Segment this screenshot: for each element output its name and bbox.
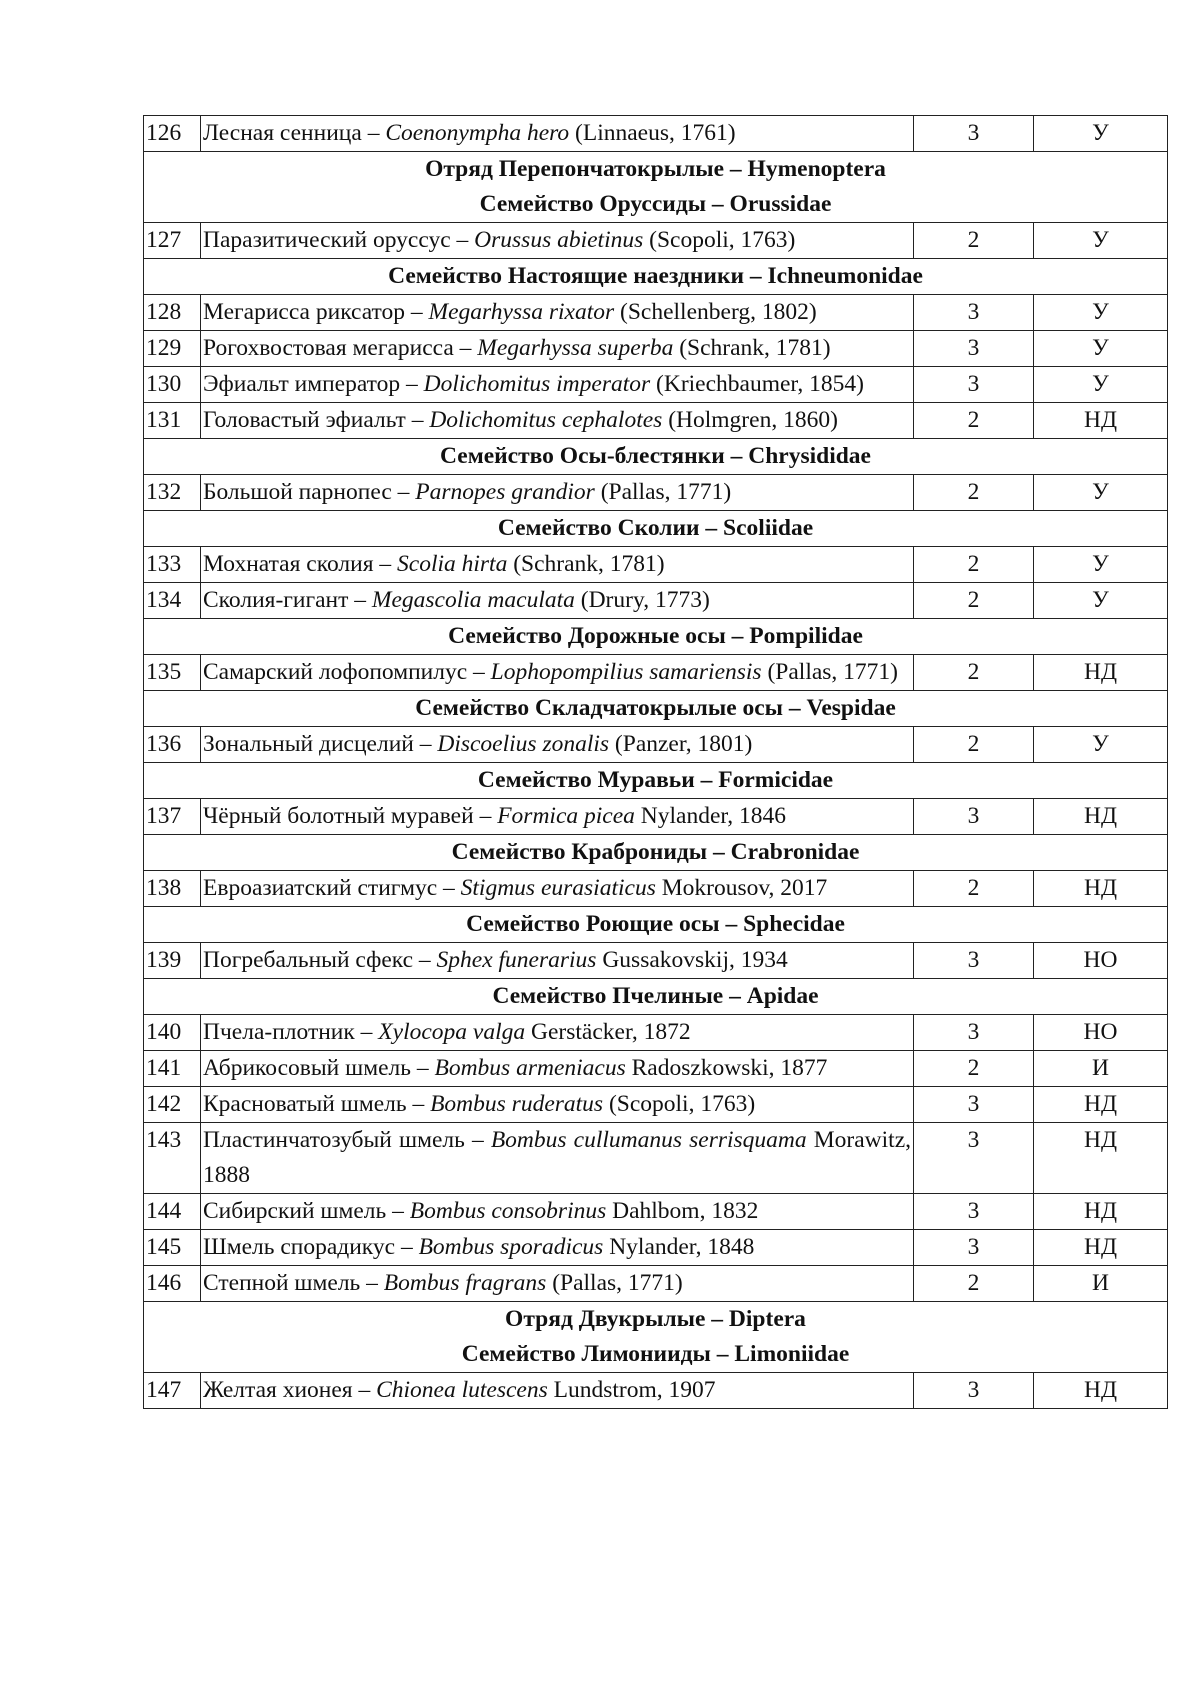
species-russian-name: Лесная сенница (203, 120, 362, 146)
rarity-category: 3 (914, 116, 1034, 152)
status-code: НД (1034, 403, 1168, 439)
species-name: Степной шмель – Bombus fragrans (Pallas, 1771) (201, 1266, 914, 1302)
species-latin-name: Stigmus eurasiaticus (460, 875, 656, 901)
species-latin-name: Orussus abietinus (474, 227, 644, 253)
document-page (143, 115, 1167, 1409)
taxon-header (144, 511, 1168, 547)
species-name: Зональный дисцелий – Discoelius zonalis (Panzer, 1801) (201, 727, 914, 763)
species-russian-name: Желтая хионея (203, 1377, 353, 1403)
rarity-category: 2 (914, 1051, 1034, 1087)
species-table (143, 115, 1168, 1409)
rarity-category: 3 (914, 295, 1034, 331)
species-name: Мохнатая сколия – Scolia hirta (Schrank, 1781) (201, 547, 914, 583)
species-name: Абрикосовый шмель – Bombus armeniacus Radoszkowski, 1877 (201, 1051, 914, 1087)
species-name: Большой парнопес – Parnopes grandior (Pallas, 1771) (201, 475, 914, 511)
species-row (144, 223, 1168, 259)
species-name: Сколия-гигант – Megascolia maculata (Drury, 1773) (201, 583, 914, 619)
species-latin-name: Bombus fragrans (383, 1270, 547, 1296)
rarity-category: 2 (914, 475, 1034, 511)
taxon-header-line: Семейство Роющие осы – Sphecidae (466, 911, 845, 937)
taxon-header-row (144, 439, 1168, 475)
species-russian-name: Мохнатая сколия (203, 551, 374, 577)
species-latin-name: Coenonympha hero (385, 120, 570, 146)
species-number: 139 (144, 943, 201, 979)
species-name: Головастый эфиальт – Dolichomitus cephalotes (Holmgren, 1860) (201, 403, 914, 439)
taxon-header-line: Семейство Лимонииды – Limoniidae (461, 1341, 850, 1367)
species-latin-name: Lophopompilius samariensis (490, 659, 762, 685)
species-row (144, 1373, 1168, 1409)
taxon-header (144, 152, 1168, 223)
taxon-header (144, 619, 1168, 655)
rarity-category: 2 (914, 583, 1034, 619)
species-russian-name: Евроазиатский стигмус (203, 875, 438, 901)
species-latin-name: Bombus cullumanus serrisquama (490, 1127, 807, 1153)
taxon-header-line: Семейство Осы-блестянки – Chrysididae (440, 443, 871, 469)
status-code: И (1034, 1266, 1168, 1302)
species-row (144, 116, 1168, 152)
species-number: 129 (144, 331, 201, 367)
rarity-category: 3 (914, 1194, 1034, 1230)
species-russian-name: Мегарисса риксатор (203, 299, 406, 325)
species-latin-name: Bombus consobrinus (409, 1198, 607, 1224)
species-russian-name: Погребальный сфекс (203, 947, 414, 973)
species-number: 147 (144, 1373, 201, 1409)
species-row (144, 1230, 1168, 1266)
species-number: 138 (144, 871, 201, 907)
rarity-category: 3 (914, 1373, 1034, 1409)
species-number: 136 (144, 727, 201, 763)
taxon-header (144, 439, 1168, 475)
taxon-header-line: Семейство Сколии – Scoliidae (497, 515, 814, 541)
species-number: 131 (144, 403, 201, 439)
taxon-header-row (144, 979, 1168, 1015)
species-russian-name: Рогохвостовая мегарисса (203, 335, 454, 361)
species-name: Рогохвостовая мегарисса – Megarhyssa superba (Schrank, 1781) (201, 331, 914, 367)
species-name: Пластинчатозубый шмель – Bombus cullumanus serrisquama Morawitz, 1888 (201, 1123, 914, 1194)
species-number: 146 (144, 1266, 201, 1302)
species-latin-name: Megascolia maculata (371, 587, 575, 613)
species-latin-name: Megarhyssa superba (477, 335, 674, 361)
species-number: 135 (144, 655, 201, 691)
species-russian-name: Головастый эфиальт (203, 407, 406, 433)
species-russian-name: Эфиальт император (203, 371, 401, 397)
species-number: 140 (144, 1015, 201, 1051)
species-author: (Holmgren, 1860) (668, 407, 838, 433)
taxon-header (144, 691, 1168, 727)
species-author: Dahlbom, 1832 (612, 1198, 759, 1224)
species-row (144, 367, 1168, 403)
species-author: (Panzer, 1801) (614, 731, 753, 757)
species-latin-name: Bombus sporadicus (418, 1234, 604, 1260)
taxon-header-row (144, 763, 1168, 799)
species-row (144, 655, 1168, 691)
taxon-header (144, 763, 1168, 799)
species-author: (Schrank, 1781) (679, 335, 831, 361)
status-code: НД (1034, 799, 1168, 835)
status-code: НД (1034, 871, 1168, 907)
taxon-header-row (144, 259, 1168, 295)
taxon-header-row (144, 907, 1168, 943)
rarity-category: 3 (914, 943, 1034, 979)
taxon-header-line: Семейство Настоящие наездники – Ichneumonidae (388, 263, 923, 289)
species-author: (Linnaeus, 1761) (575, 120, 736, 146)
species-author: (Schrank, 1781) (513, 551, 665, 577)
species-number: 126 (144, 116, 201, 152)
rarity-category: 2 (914, 655, 1034, 691)
taxon-header-line: Отряд Перепончатокрылые – Hymenoptera (425, 156, 886, 182)
species-author: Radoszkowski, 1877 (631, 1055, 828, 1081)
status-code: НД (1034, 1194, 1168, 1230)
status-code: НО (1034, 943, 1168, 979)
species-latin-name: Formica picea (497, 803, 635, 829)
taxon-header (144, 259, 1168, 295)
rarity-category: 2 (914, 871, 1034, 907)
species-number: 130 (144, 367, 201, 403)
taxon-header-line: Отряд Двукрылые – Diptera (505, 1306, 806, 1332)
species-russian-name: Степной шмель (203, 1270, 361, 1296)
species-russian-name: Сибирский шмель (203, 1198, 387, 1224)
species-row (144, 1194, 1168, 1230)
rarity-category: 2 (914, 547, 1034, 583)
species-number: 137 (144, 799, 201, 835)
species-number: 134 (144, 583, 201, 619)
species-row (144, 1051, 1168, 1087)
species-number: 133 (144, 547, 201, 583)
taxon-header-line: Семейство Муравьи – Formicidae (477, 767, 834, 793)
status-code: НД (1034, 655, 1168, 691)
species-russian-name: Красноватый шмель (203, 1091, 407, 1117)
rarity-category: 3 (914, 799, 1034, 835)
species-russian-name: Большой парнопес (203, 479, 392, 505)
species-latin-name: Discoelius zonalis (437, 731, 610, 757)
taxon-header (144, 835, 1168, 871)
taxon-header-line: Семейство Дорожные осы – Pompilidae (448, 623, 863, 649)
status-code: НД (1034, 1087, 1168, 1123)
rarity-category: 3 (914, 1015, 1034, 1051)
species-author: Gussakovskij, 1934 (602, 947, 788, 973)
species-name: Мегарисса риксатор – Megarhyssa rixator (Schellenberg, 1802) (201, 295, 914, 331)
species-row (144, 943, 1168, 979)
rarity-category: 2 (914, 223, 1034, 259)
species-table-body (144, 116, 1168, 1409)
species-number: 132 (144, 475, 201, 511)
taxon-header (144, 907, 1168, 943)
rarity-category: 2 (914, 403, 1034, 439)
status-code: НД (1034, 1373, 1168, 1409)
species-number: 128 (144, 295, 201, 331)
species-row (144, 583, 1168, 619)
species-russian-name: Абрикосовый шмель (203, 1055, 411, 1081)
species-author: Lundstrom, 1907 (553, 1377, 716, 1403)
taxon-header-row (144, 1302, 1168, 1373)
species-russian-name: Пчела-плотник (203, 1019, 355, 1045)
species-russian-name: Сколия-гигант (203, 587, 349, 613)
species-row (144, 1087, 1168, 1123)
species-row (144, 1266, 1168, 1302)
species-author: Nylander, 1846 (640, 803, 787, 829)
status-code: У (1034, 547, 1168, 583)
species-row (144, 403, 1168, 439)
species-author: Mokrousov, 2017 (661, 875, 828, 901)
species-author: (Pallas, 1771) (767, 659, 899, 685)
rarity-category: 2 (914, 727, 1034, 763)
status-code: У (1034, 727, 1168, 763)
taxon-header-line: Семейство Пчелиные – Apidae (492, 983, 819, 1009)
species-author: Nylander, 1848 (609, 1234, 755, 1260)
rarity-category: 3 (914, 1087, 1034, 1123)
rarity-category: 3 (914, 331, 1034, 367)
species-number: 127 (144, 223, 201, 259)
species-row (144, 871, 1168, 907)
species-number: 141 (144, 1051, 201, 1087)
taxon-header (144, 1302, 1168, 1373)
taxon-header (144, 979, 1168, 1015)
species-russian-name: Зональный дисцелий (203, 731, 414, 757)
species-row (144, 547, 1168, 583)
species-name: Красноватый шмель – Bombus ruderatus (Scopoli, 1763) (201, 1087, 914, 1123)
species-russian-name: Самарский лофопомпилус (203, 659, 468, 685)
taxon-header-row (144, 619, 1168, 655)
status-code: У (1034, 116, 1168, 152)
status-code: У (1034, 331, 1168, 367)
status-code: У (1034, 367, 1168, 403)
species-number: 144 (144, 1194, 201, 1230)
species-russian-name: Паразитический оруссус (203, 227, 451, 253)
species-latin-name: Bombus armeniacus (434, 1055, 626, 1081)
status-code: НД (1034, 1123, 1168, 1194)
species-row (144, 799, 1168, 835)
status-code: НО (1034, 1015, 1168, 1051)
species-author: (Scopoli, 1763) (649, 227, 796, 253)
species-name: Лесная сенница – Coenonympha hero (Linnaeus, 1761) (201, 116, 914, 152)
species-author: (Kriechbaumer, 1854) (656, 371, 864, 397)
species-name: Евроазиатский стигмус – Stigmus eurasiaticus Mokrousov, 2017 (201, 871, 914, 907)
species-latin-name: Chionea lutescens (376, 1377, 548, 1403)
species-author: (Pallas, 1771) (552, 1270, 683, 1296)
species-russian-name: Чёрный болотный муравей (203, 803, 474, 829)
species-author: (Scopoli, 1763) (608, 1091, 756, 1117)
species-latin-name: Sphex funerarius (436, 947, 597, 973)
species-latin-name: Parnopes grandior (415, 479, 595, 505)
species-name: Самарский лофопомпилус – Lophopompilius samariensis (Pallas, 1771) (201, 655, 914, 691)
taxon-header-line: Семейство Складчатокрылые осы – Vespidae (415, 695, 896, 721)
species-name: Чёрный болотный муравей – Formica picea Nylander, 1846 (201, 799, 914, 835)
species-author: (Drury, 1773) (580, 587, 710, 613)
rarity-category: 3 (914, 1230, 1034, 1266)
species-number: 142 (144, 1087, 201, 1123)
species-latin-name: Bombus ruderatus (430, 1091, 604, 1117)
species-author: (Schellenberg, 1802) (620, 299, 817, 325)
species-name: Погребальный сфекс – Sphex funerarius Gussakovskij, 1934 (201, 943, 914, 979)
status-code: У (1034, 223, 1168, 259)
species-row (144, 331, 1168, 367)
species-latin-name: Megarhyssa rixator (428, 299, 615, 325)
taxon-header-row (144, 152, 1168, 223)
species-name: Сибирский шмель – Bombus consobrinus Dahlbom, 1832 (201, 1194, 914, 1230)
species-latin-name: Xylocopa valga (378, 1019, 526, 1045)
taxon-header-row (144, 691, 1168, 727)
species-russian-name: Пластинчатозубый шмель (203, 1127, 465, 1153)
species-row (144, 727, 1168, 763)
species-russian-name: Шмель спорадикус (203, 1234, 396, 1260)
rarity-category: 2 (914, 1266, 1034, 1302)
species-name: Пчела-плотник – Xylocopa valga Gerstäcker, 1872 (201, 1015, 914, 1051)
status-code: У (1034, 295, 1168, 331)
species-author: (Pallas, 1771) (600, 479, 732, 505)
taxon-header-line: Семейство Оруссиды – Orussidae (479, 191, 832, 217)
species-number: 145 (144, 1230, 201, 1266)
species-name: Паразитический оруссус – Orussus abietinus (Scopoli, 1763) (201, 223, 914, 259)
taxon-header-row (144, 835, 1168, 871)
species-name: Эфиальт император – Dolichomitus imperator (Kriechbaumer, 1854) (201, 367, 914, 403)
species-name: Шмель спорадикус – Bombus sporadicus Nylander, 1848 (201, 1230, 914, 1266)
status-code: НД (1034, 1230, 1168, 1266)
species-row (144, 295, 1168, 331)
species-latin-name: Scolia hirta (397, 551, 508, 577)
rarity-category: 3 (914, 367, 1034, 403)
species-row (144, 1123, 1168, 1194)
species-row (144, 475, 1168, 511)
species-author: Morawitz, 1888 (203, 1127, 912, 1188)
species-name: Желтая хионея – Chionea lutescens Lundstrom, 1907 (201, 1373, 914, 1409)
taxon-header-line: Семейство Краброниды – Crabronidae (451, 839, 860, 865)
species-latin-name: Dolichomitus cephalotes (429, 407, 663, 433)
taxon-header-row (144, 511, 1168, 547)
species-author: Gerstäcker, 1872 (531, 1019, 691, 1045)
species-row (144, 1015, 1168, 1051)
status-code: И (1034, 1051, 1168, 1087)
species-number: 143 (144, 1123, 201, 1194)
rarity-category: 3 (914, 1123, 1034, 1194)
status-code: У (1034, 475, 1168, 511)
species-latin-name: Dolichomitus imperator (423, 371, 651, 397)
status-code: У (1034, 583, 1168, 619)
